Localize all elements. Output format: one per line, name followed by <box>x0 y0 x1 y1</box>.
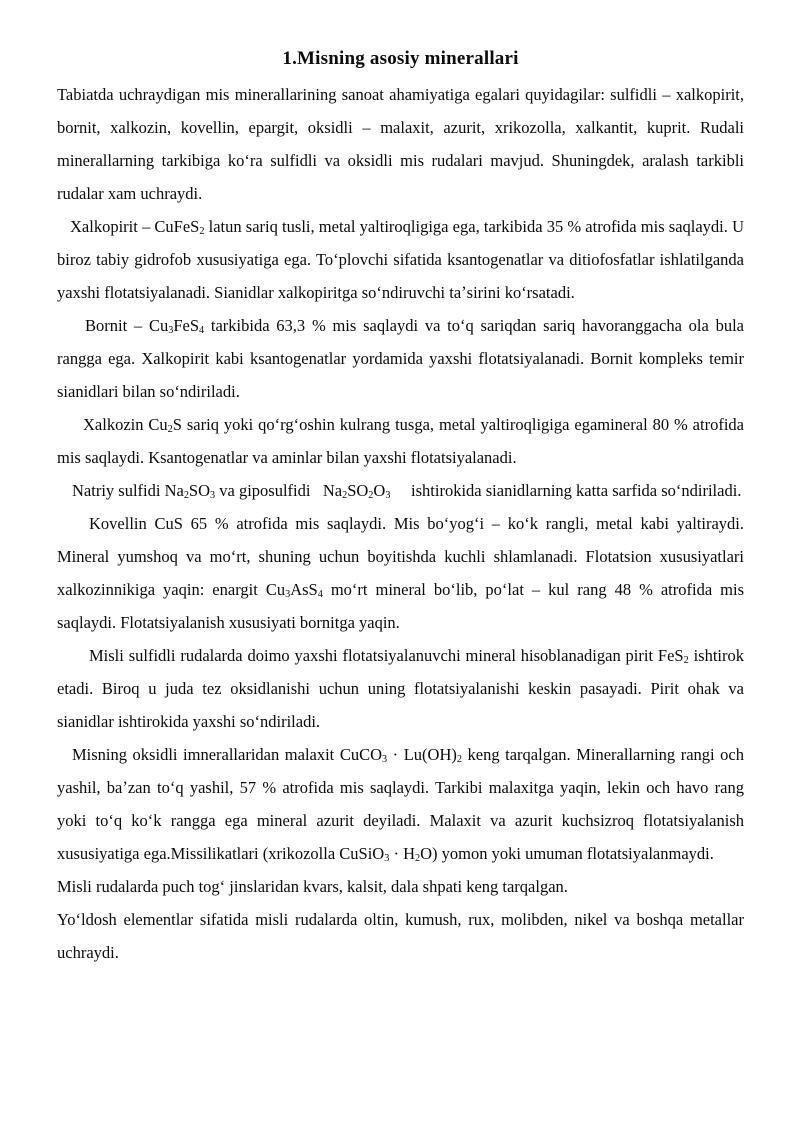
paragraph <box>57 210 744 309</box>
text-segment: SO <box>347 481 369 500</box>
text-segment: Bornit – Cu <box>85 316 169 335</box>
paragraph <box>57 474 744 507</box>
formula-subscript: 3 <box>382 753 388 765</box>
text-segment: O <box>373 481 386 500</box>
text-segment: ishtirok etadi. Biroq u juda tez oksidlanishi uchun uning flotatsiyalanishi keskin pasayadi. Pirit ohak va sianidlar ishtirokida yaxshi soʻndiriladi. <box>57 646 744 731</box>
text-segment: Yoʻldosh elementlar sifatida misli rudalarda oltin, kumush, rux, molibden, nikel va boshqa metallar uchraydi. <box>57 910 744 962</box>
paragraph <box>57 78 744 210</box>
paragraph <box>57 903 744 969</box>
text-segment: Xalkopirit – CuFeS <box>70 217 200 236</box>
paragraph <box>57 738 744 870</box>
text-segment: Kovellin CuS 65 % atrofida mis saqlaydi. Mis boʻyogʻi – koʻk rangli, metal kabi yaltiraydi. Mineral yumshoq va moʻrt, shuning uchun boyitishda kuchli shlamlanadi. Flotatsion xususiyatlari xalkozinnikiga yaqin: enargit Cu <box>57 514 744 599</box>
paragraph <box>57 870 744 903</box>
formula-subscript: 2 <box>368 489 374 501</box>
text-segment: Misli sulfidli rudalarda doimo yaxshi flotatsiyalanuvchi mineral hisoblanadigan pirit FeS <box>89 646 684 665</box>
text-segment: FeS <box>173 316 200 335</box>
text-segment: tarkibida 63,3 % mis saqlaydi va toʻq sariqdan sariq havoranggacha ola bula rangga ega. Xalkopirit kabi ksantogenatlar yordamida yaxshi flotatsiyalanadi. Bornit kompleks temir sianidlari bilan soʻndiriladi. <box>57 316 744 401</box>
text-segment: · H <box>389 844 415 863</box>
document-body <box>57 78 744 969</box>
text-segment: moʻrt mineral boʻlib, poʻlat – kul rang 48 % atrofida mis saqlaydi. Flotatsiyalanish xususiyati bornitga yaqin. <box>57 580 744 632</box>
formula-subscript: 4 <box>317 588 323 600</box>
formula-subscript: 3 <box>168 324 174 336</box>
text-segment: SO <box>188 481 211 500</box>
formula-subscript: 3 <box>384 852 390 864</box>
formula-subscript: 2 <box>342 489 348 501</box>
text-segment: Xalkozin Cu <box>83 415 168 434</box>
page-title: 1.Misning asosiy minerallari <box>282 48 519 69</box>
paragraph <box>57 309 744 408</box>
paragraph <box>57 408 744 474</box>
formula-subscript: 3 <box>285 588 291 600</box>
formula-subscript: 3 <box>210 489 216 501</box>
text-segment: Misning oksidli imnerallaridan malaxit CuCO <box>72 745 382 764</box>
text-segment: Misli rudalarda puch togʻ jinslaridan kvars, kalsit, dala shpati keng tarqalgan. <box>57 877 568 896</box>
formula-subscript: 3 <box>385 489 391 501</box>
text-segment: S sariq yoki qoʻrgʻoshin kulrang tusga, metal yaltiroqligiga egamineral 80 % atrofida mis saqlaydi. Ksantogenatlar va aminlar bilan yaxshi flotatsiyalanadi. <box>57 415 744 467</box>
text-segment: Tabiatda uchraydigan mis minerallarining sanoat ahamiyatiga egalari quyidagilar: sulfidli – xalkopirit, bornit, xalkozin, kovellin, epargit, oksidli – malaxit, azurit, xrikozolla, xalkantit, kuprit. Rudali minerallarning tarkibiga koʻra sulfidli va oksidli mis rudalari mavjud. Shuningdek, aralash tarkibli rudalar xam uchraydi. <box>57 85 744 203</box>
formula-subscript: 2 <box>415 852 421 864</box>
text-segment: · Lu(OH) <box>387 745 457 764</box>
formula-subscript: 2 <box>183 489 189 501</box>
paragraph <box>57 507 744 639</box>
text-segment: latun sariq tusli, metal yaltiroqligiga ega, tarkibida 35 % atrofida mis saqlaydi. U biroz tabiy gidrofob xususiyatiga ega. Toʻplovchi sifatida ksantogenatlar va ditiofosfatlar ishlatilganda yaxshi flotatsiyalanadi. Sianidlar xalkopiritga soʻndiruvchi taʼsirini koʻrsatadi. <box>57 217 744 302</box>
formula-subscript: 2 <box>683 654 689 666</box>
text-segment: AsS <box>290 580 318 599</box>
formula-subscript: 4 <box>199 324 205 336</box>
text-segment: va giposulfidi Na <box>215 481 343 500</box>
paragraph <box>57 639 744 738</box>
formula-subscript: 2 <box>199 225 205 237</box>
formula-subscript: 2 <box>456 753 462 765</box>
text-segment: keng tarqalgan. Minerallarning rangi och yashil, baʼzan toʻq yashil, 57 % atrofida mis saqlaydi. Tarkibi malaxitga yaqin, lekin och havo rang yoki toʻq koʻk rangga ega mineral azurit deyiladi. Malaxit va azurit kuchsizroq flotatsiyalanish xususiyatiga ega.Missilikatlari (xrikozolla CuSiO <box>57 745 744 863</box>
text-segment: O) yomon yoki umuman flotatsiyalanmaydi. <box>420 844 714 863</box>
formula-subscript: 2 <box>167 423 173 435</box>
text-segment: ishtirokida sianidlarning katta sarfida soʻndiriladi. <box>390 481 742 500</box>
text-segment: Natriy sulfidi Na <box>72 481 184 500</box>
